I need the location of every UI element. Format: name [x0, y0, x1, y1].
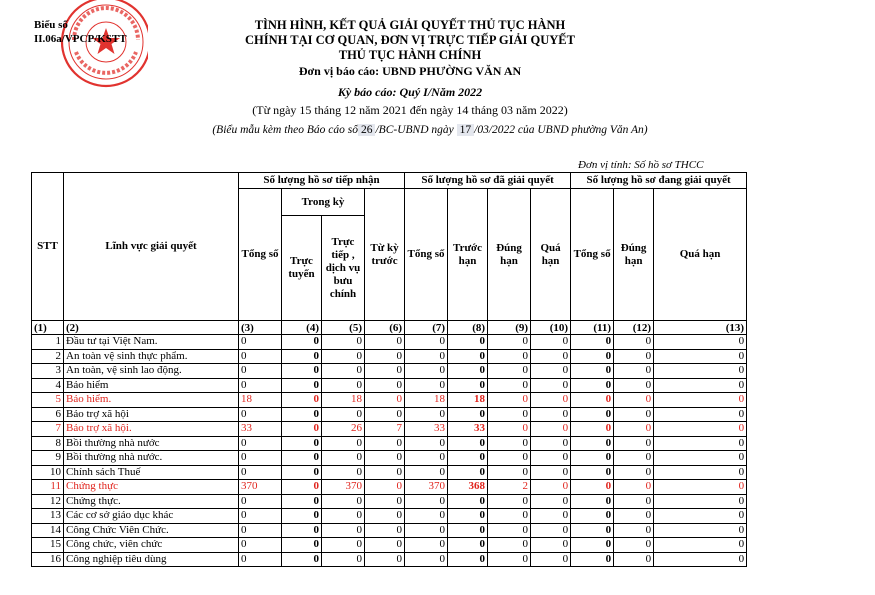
row-value: 0 — [614, 552, 654, 567]
row-value: 0 — [405, 552, 448, 567]
row-value: 0 — [571, 552, 614, 567]
row-value: 0 — [654, 393, 747, 408]
table-row — [32, 378, 747, 393]
row-value: 0 — [322, 494, 365, 509]
row-value: 0 — [654, 407, 747, 422]
row-value: 0 — [239, 436, 282, 451]
row-value: 0 — [488, 451, 531, 466]
row-value: 33 — [405, 422, 448, 437]
attachment-note — [150, 124, 710, 136]
header-online: Trực tuyến — [282, 216, 322, 321]
row-stt: 12 — [32, 494, 64, 509]
row-value: 0 — [531, 480, 571, 495]
row-value: 0 — [531, 509, 571, 524]
table-row — [32, 393, 747, 408]
header-received: Số lượng hồ sơ tiếp nhận — [239, 173, 405, 189]
row-value: 0 — [488, 523, 531, 538]
reporting-date-range: (Từ ngày 15 tháng 12 năm 2021 đến ngày 14 tháng 03 năm 2022) — [252, 103, 568, 117]
report-number-field[interactable]: 26 — [358, 124, 376, 136]
row-value: 0 — [614, 407, 654, 422]
row-stt: 5 — [32, 393, 64, 408]
row-value: 0 — [654, 494, 747, 509]
row-field: Bồi thường nhà nước. — [64, 451, 239, 466]
row-value: 0 — [282, 393, 322, 408]
row-value: 0 — [571, 538, 614, 553]
table-row — [32, 538, 747, 553]
col-number: (4) — [282, 321, 322, 335]
header-ontime: Đúng hạn — [488, 189, 531, 321]
row-value: 0 — [405, 407, 448, 422]
row-field: Đầu tư tại Việt Nam. — [64, 335, 239, 350]
row-value: 0 — [322, 552, 365, 567]
row-value: 0 — [614, 480, 654, 495]
report-title-line1: TÌNH HÌNH, KẾT QUẢ GIẢI QUYẾT THỦ TỤC HÀNH — [254, 18, 566, 32]
row-value: 0 — [405, 465, 448, 480]
col-number: (8) — [448, 321, 488, 335]
table-row — [32, 523, 747, 538]
header-resolved-total: Tổng số — [405, 189, 448, 321]
row-value: 0 — [571, 494, 614, 509]
row-stt: 15 — [32, 538, 64, 553]
row-value: 0 — [322, 378, 365, 393]
row-value: 0 — [571, 378, 614, 393]
row-value: 0 — [531, 378, 571, 393]
header-resolved: Số lượng hồ sơ đã giải quyết — [405, 173, 571, 189]
row-value: 0 — [571, 451, 614, 466]
header-in-period: Trong kỳ — [282, 189, 365, 216]
row-stt: 10 — [32, 465, 64, 480]
row-value: 0 — [614, 494, 654, 509]
reporting-unit: Đơn vị báo cáo: UBND PHƯỜNG VĂN AN — [298, 64, 522, 78]
reporting-period: Kỳ báo cáo: Quý I/Năm 2022 — [337, 85, 483, 99]
row-value: 0 — [488, 552, 531, 567]
row-value: 0 — [488, 393, 531, 408]
row-value: 0 — [405, 509, 448, 524]
row-value: 0 — [614, 436, 654, 451]
col-number: (12) — [614, 321, 654, 335]
row-value: 0 — [239, 465, 282, 480]
row-value: 0 — [531, 349, 571, 364]
row-value: 0 — [571, 480, 614, 495]
attachment-part3: /03/2022 của UBND phường Văn An) — [474, 124, 648, 136]
row-value: 0 — [614, 523, 654, 538]
table-row — [32, 436, 747, 451]
col-number: (13) — [654, 321, 747, 335]
row-field: Bảo trợ xã hội. — [64, 422, 239, 437]
row-value: 0 — [571, 364, 614, 379]
row-value: 18 — [448, 393, 488, 408]
row-value: 0 — [365, 393, 405, 408]
col-number: (6) — [365, 321, 405, 335]
row-value: 0 — [654, 509, 747, 524]
row-value: 370 — [322, 480, 365, 495]
row-value: 0 — [654, 465, 747, 480]
header-early: Trước hạn — [448, 189, 488, 321]
table-row — [32, 465, 747, 480]
row-value: 0 — [531, 436, 571, 451]
row-value: 0 — [282, 538, 322, 553]
row-stt: 8 — [32, 436, 64, 451]
row-value: 0 — [488, 538, 531, 553]
row-field: Bồi thường nhà nước — [64, 436, 239, 451]
row-value: 0 — [282, 378, 322, 393]
row-value: 26 — [322, 422, 365, 437]
row-field: Chính sách Thuế — [64, 465, 239, 480]
row-value: 0 — [239, 378, 282, 393]
row-value: 0 — [405, 364, 448, 379]
row-value: 0 — [448, 465, 488, 480]
row-value: 0 — [322, 538, 365, 553]
row-field: Chứng thực — [64, 480, 239, 495]
row-value: 33 — [239, 422, 282, 437]
row-value: 0 — [365, 349, 405, 364]
table-row — [32, 494, 747, 509]
row-value: 0 — [448, 378, 488, 393]
row-value: 0 — [614, 364, 654, 379]
row-value: 0 — [448, 494, 488, 509]
row-value: 0 — [571, 335, 614, 350]
row-stt: 7 — [32, 422, 64, 437]
row-value: 0 — [614, 509, 654, 524]
row-value: 0 — [448, 364, 488, 379]
row-value: 0 — [571, 407, 614, 422]
row-value: 0 — [531, 407, 571, 422]
row-field: Công Chức Viên Chức. — [64, 523, 239, 538]
col-number: (3) — [239, 321, 282, 335]
row-value: 18 — [405, 393, 448, 408]
row-value: 0 — [654, 480, 747, 495]
row-value: 0 — [365, 451, 405, 466]
row-value: 0 — [405, 335, 448, 350]
row-stt: 2 — [32, 349, 64, 364]
row-value: 0 — [448, 509, 488, 524]
row-value: 0 — [282, 465, 322, 480]
col-number: (9) — [488, 321, 531, 335]
row-value: 0 — [531, 451, 571, 466]
row-value: 0 — [365, 523, 405, 538]
row-value: 0 — [614, 451, 654, 466]
header-carried-over: Từ kỳ trước — [365, 189, 405, 321]
row-value: 0 — [654, 364, 747, 379]
row-value: 0 — [365, 509, 405, 524]
row-value: 0 — [488, 436, 531, 451]
table-row — [32, 349, 747, 364]
row-value: 0 — [614, 349, 654, 364]
row-value: 0 — [531, 422, 571, 437]
row-value: 0 — [282, 407, 322, 422]
row-value: 0 — [405, 494, 448, 509]
row-value: 0 — [654, 378, 747, 393]
header-pending: Số lượng hồ sơ đang giải quyết — [571, 173, 747, 189]
row-value: 0 — [239, 538, 282, 553]
col-number: (7) — [405, 321, 448, 335]
row-stt: 16 — [32, 552, 64, 567]
row-value: 0 — [531, 494, 571, 509]
row-value: 0 — [405, 436, 448, 451]
row-value: 0 — [488, 378, 531, 393]
row-value: 0 — [365, 538, 405, 553]
results-table — [31, 172, 747, 567]
report-title-line2: CHÍNH TẠI CƠ QUAN, ĐƠN VỊ TRỰC TIẾP GIẢI QUYẾT — [245, 33, 575, 47]
row-value: 0 — [322, 407, 365, 422]
row-value: 370 — [405, 480, 448, 495]
row-value: 0 — [654, 349, 747, 364]
row-value: 0 — [322, 465, 365, 480]
row-value: 0 — [654, 335, 747, 350]
col-number: (11) — [571, 321, 614, 335]
col-number: (1) — [32, 321, 64, 335]
row-value: 0 — [654, 538, 747, 553]
row-value: 0 — [405, 378, 448, 393]
row-value: 0 — [531, 552, 571, 567]
row-value: 0 — [405, 538, 448, 553]
row-value: 0 — [654, 451, 747, 466]
row-value: 0 — [531, 465, 571, 480]
row-value: 0 — [282, 364, 322, 379]
row-value: 0 — [322, 436, 365, 451]
row-value: 0 — [282, 552, 322, 567]
row-value: 0 — [488, 465, 531, 480]
form-code — [34, 18, 127, 46]
row-value: 0 — [614, 393, 654, 408]
row-value: 0 — [405, 349, 448, 364]
row-value: 0 — [239, 523, 282, 538]
row-value: 18 — [239, 393, 282, 408]
row-field: An toàn, vệ sinh lao động. — [64, 364, 239, 379]
header-direct: Trực tiếp , dịch vụ bưu chính — [322, 216, 365, 321]
row-value: 0 — [239, 552, 282, 567]
column-number-row — [32, 321, 747, 335]
header-pending-overdue: Quá hạn — [654, 189, 747, 321]
row-value: 0 — [365, 494, 405, 509]
row-value: 0 — [614, 335, 654, 350]
row-stt: 3 — [32, 364, 64, 379]
row-value: 0 — [571, 465, 614, 480]
row-value: 0 — [282, 494, 322, 509]
row-value: 0 — [614, 422, 654, 437]
row-stt: 14 — [32, 523, 64, 538]
form-code-line2: II.06a/VPCP/KSTT — [34, 33, 127, 45]
row-value: 0 — [282, 422, 322, 437]
row-value: 0 — [488, 349, 531, 364]
col-number: (2) — [64, 321, 239, 335]
table-row — [32, 335, 747, 350]
row-value: 33 — [448, 422, 488, 437]
row-value: 0 — [322, 335, 365, 350]
row-value: 0 — [322, 364, 365, 379]
row-value: 0 — [365, 335, 405, 350]
row-value: 0 — [239, 364, 282, 379]
row-value: 0 — [322, 451, 365, 466]
row-value: 0 — [571, 349, 614, 364]
row-value: 0 — [614, 538, 654, 553]
attachment-part2: /BC-UBND ngày — [375, 124, 454, 136]
header-field: Lĩnh vực giải quyết — [64, 173, 239, 321]
row-value: 0 — [488, 335, 531, 350]
row-value: 0 — [405, 523, 448, 538]
attachment-part1: (Biểu mẫu kèm theo Báo cáo số — [212, 124, 358, 136]
row-value: 0 — [282, 335, 322, 350]
row-value: 0 — [365, 436, 405, 451]
header-stt: STT — [32, 173, 64, 321]
row-stt: 1 — [32, 335, 64, 350]
header-overdue: Quá hạn — [531, 189, 571, 321]
row-value: 0 — [365, 552, 405, 567]
row-value: 0 — [654, 552, 747, 567]
row-value: 0 — [531, 523, 571, 538]
row-value: 0 — [531, 538, 571, 553]
row-value: 0 — [488, 364, 531, 379]
row-value: 0 — [571, 422, 614, 437]
row-value: 0 — [282, 509, 322, 524]
row-stt: 4 — [32, 378, 64, 393]
row-value: 0 — [571, 393, 614, 408]
row-field: An toàn vệ sinh thực phẩm. — [64, 349, 239, 364]
header-pending-total: Tổng số — [571, 189, 614, 321]
header-received-total: Tổng số — [239, 189, 282, 321]
row-value: 2 — [488, 480, 531, 495]
row-value: 0 — [239, 494, 282, 509]
row-field: Công nghiệp tiêu dùng — [64, 552, 239, 567]
row-value: 0 — [322, 349, 365, 364]
row-stt: 13 — [32, 509, 64, 524]
row-value: 7 — [365, 422, 405, 437]
table-row — [32, 364, 747, 379]
row-value: 0 — [654, 523, 747, 538]
row-value: 0 — [322, 509, 365, 524]
row-value: 0 — [531, 335, 571, 350]
row-value: 0 — [365, 364, 405, 379]
row-value: 0 — [654, 436, 747, 451]
row-value: 0 — [239, 451, 282, 466]
row-value: 0 — [488, 407, 531, 422]
row-value: 0 — [488, 494, 531, 509]
table-row — [32, 509, 747, 524]
row-value: 0 — [282, 480, 322, 495]
row-value: 0 — [531, 393, 571, 408]
row-value: 0 — [448, 538, 488, 553]
row-value: 0 — [282, 349, 322, 364]
row-value: 0 — [614, 378, 654, 393]
row-value: 0 — [448, 436, 488, 451]
row-stt: 11 — [32, 480, 64, 495]
row-value: 0 — [282, 451, 322, 466]
row-value: 0 — [448, 552, 488, 567]
row-value: 0 — [365, 407, 405, 422]
row-value: 0 — [282, 523, 322, 538]
row-value: 0 — [239, 509, 282, 524]
row-field: Công chức, viên chức — [64, 538, 239, 553]
row-value: 0 — [365, 378, 405, 393]
row-value: 0 — [282, 436, 322, 451]
row-value: 0 — [614, 465, 654, 480]
row-value: 0 — [448, 407, 488, 422]
header-pending-ontime: Đúng hạn — [614, 189, 654, 321]
col-number: (5) — [322, 321, 365, 335]
row-field: Chứng thực. — [64, 494, 239, 509]
row-value: 0 — [322, 523, 365, 538]
row-value: 0 — [531, 364, 571, 379]
row-value: 0 — [365, 465, 405, 480]
row-value: 0 — [448, 349, 488, 364]
row-value: 0 — [571, 509, 614, 524]
row-value: 368 — [448, 480, 488, 495]
row-field: Bảo hiểm — [64, 378, 239, 393]
table-row — [32, 552, 747, 567]
table-row — [32, 407, 747, 422]
row-value: 0 — [448, 451, 488, 466]
row-value: 0 — [239, 349, 282, 364]
report-title-line3: THỦ TỤC HÀNH CHÍNH — [338, 48, 482, 62]
row-value: 0 — [448, 523, 488, 538]
table-row — [32, 422, 747, 437]
row-field: Các cơ sở giáo dục khác — [64, 509, 239, 524]
form-code-line1: Biểu số — [34, 19, 68, 31]
row-value: 0 — [365, 480, 405, 495]
row-value: 0 — [448, 335, 488, 350]
row-value: 0 — [654, 422, 747, 437]
row-value: 18 — [322, 393, 365, 408]
table-row — [32, 480, 747, 495]
col-number: (10) — [531, 321, 571, 335]
row-value: 0 — [488, 509, 531, 524]
row-value: 0 — [571, 436, 614, 451]
row-value: 0 — [239, 335, 282, 350]
table-row — [32, 451, 747, 466]
unit-label: Đơn vị tính: Số hồ sơ THCC — [578, 159, 704, 171]
row-value: 370 — [239, 480, 282, 495]
row-field: Bảo hiểm. — [64, 393, 239, 408]
row-value: 0 — [239, 407, 282, 422]
row-value: 0 — [405, 451, 448, 466]
row-value: 0 — [571, 523, 614, 538]
report-day-field[interactable]: 17 — [457, 124, 475, 136]
row-field: Bảo trợ xã hội — [64, 407, 239, 422]
row-stt: 9 — [32, 451, 64, 466]
row-stt: 6 — [32, 407, 64, 422]
row-value: 0 — [488, 422, 531, 437]
